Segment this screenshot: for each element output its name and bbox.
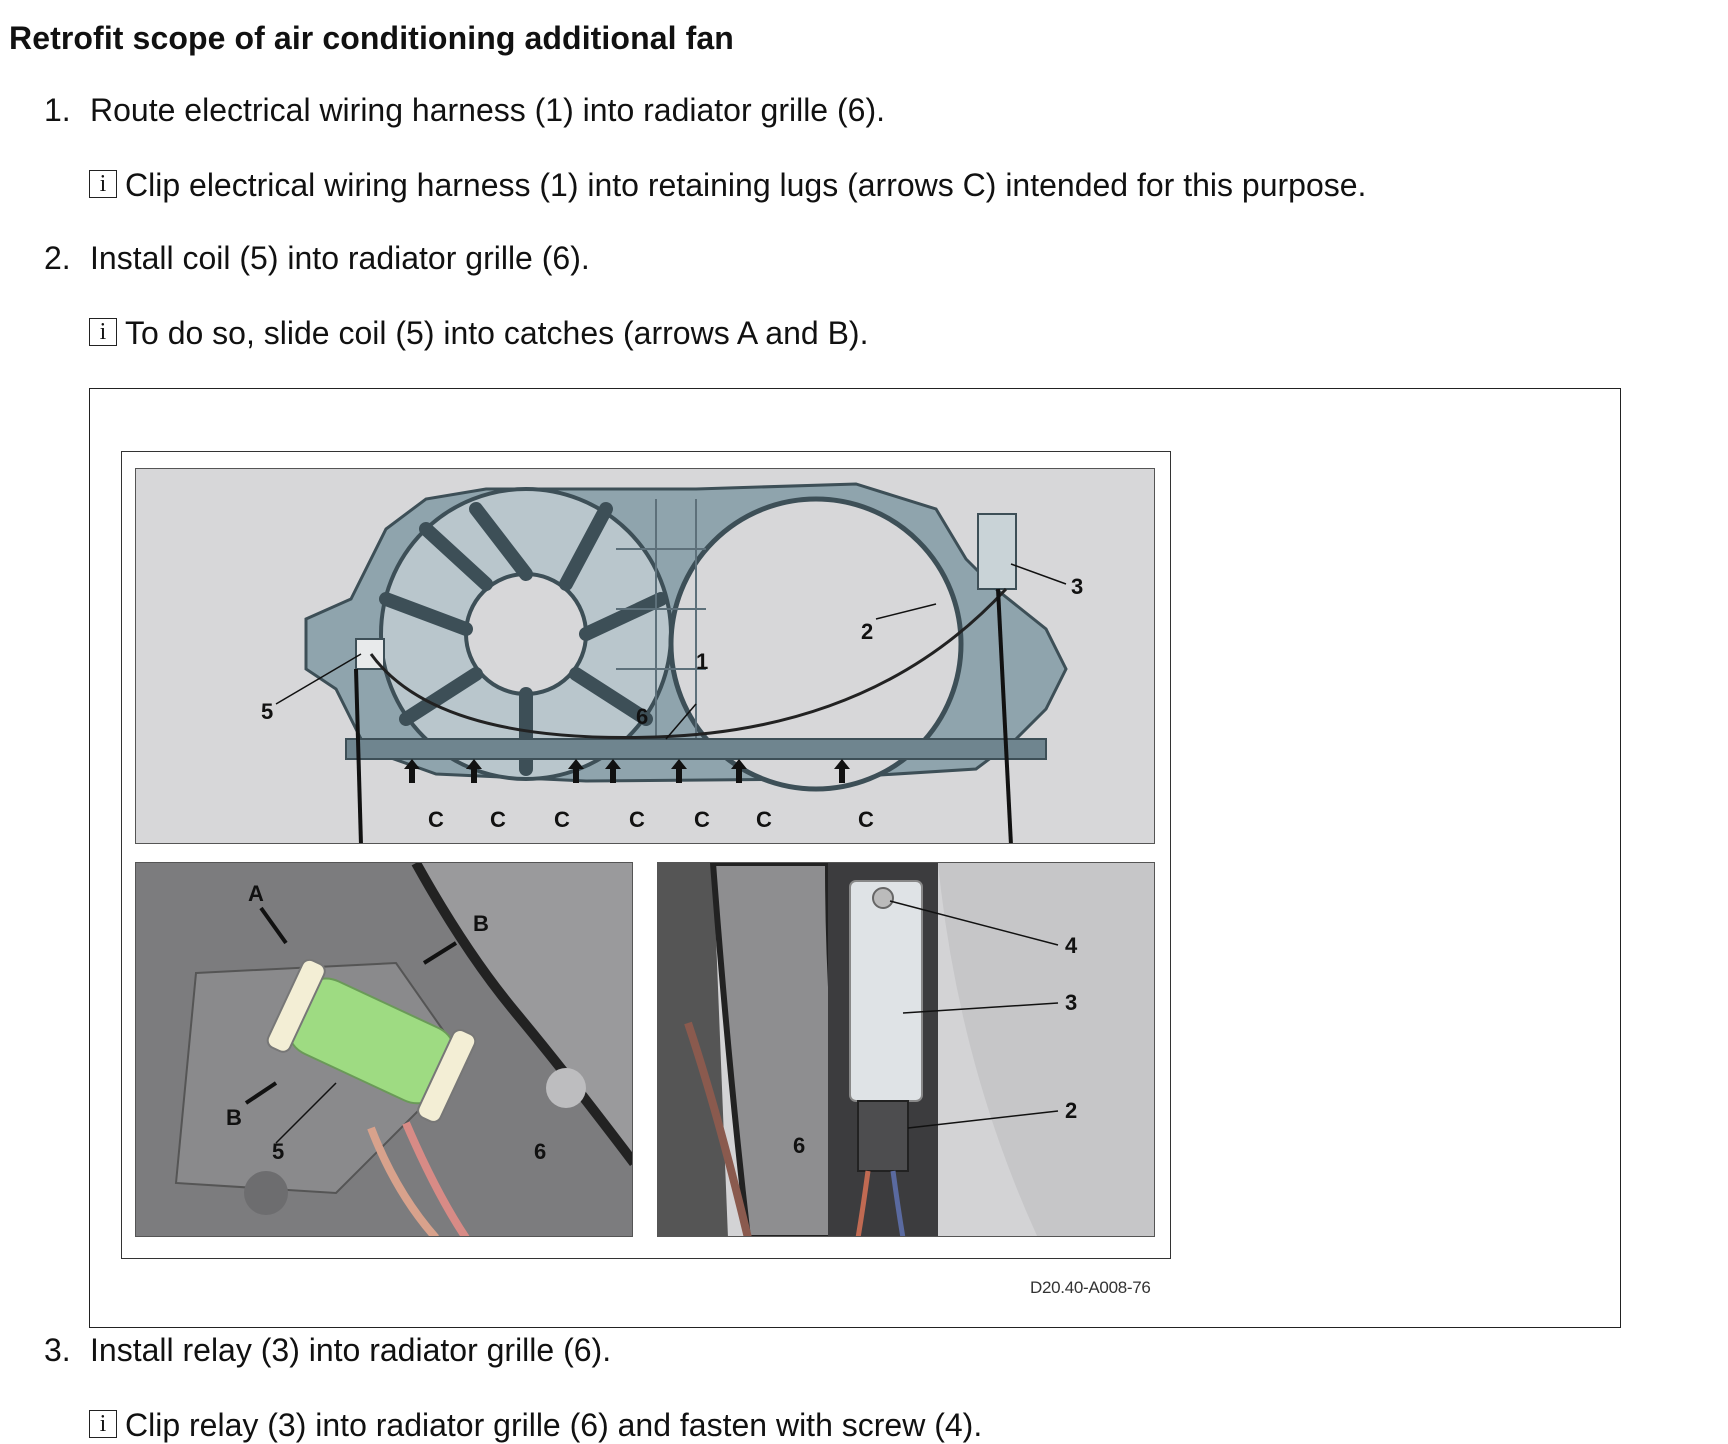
callout-c: C	[858, 807, 874, 832]
relay-detail-illustration	[658, 863, 1155, 1237]
step-number: 1.	[44, 92, 71, 128]
note-text: Clip relay (3) into radiator grille (6) and fasten with screw (4).	[125, 1407, 983, 1443]
step-3	[44, 1332, 611, 1369]
step-1-note	[89, 167, 1366, 204]
callout-5: 5	[261, 699, 274, 724]
info-icon: i	[89, 318, 117, 346]
callout-1: 1	[696, 649, 709, 674]
step-text: Install coil (5) into radiator grille (6).	[90, 240, 590, 276]
step-2	[44, 240, 590, 277]
coil-detail-panel	[135, 862, 633, 1237]
callout-c: C	[756, 807, 772, 832]
callout-3: 3	[1065, 990, 1078, 1015]
callout-3: 3	[1071, 574, 1084, 599]
info-icon: i	[89, 170, 117, 198]
step-number: 3.	[44, 1332, 71, 1368]
page-title: Retrofit scope of air conditioning additional fan	[9, 20, 734, 56]
callout-2: 2	[1065, 1098, 1078, 1123]
overview-panel	[135, 468, 1155, 844]
coil-detail-illustration	[136, 863, 633, 1237]
callout-4: 4	[1065, 933, 1078, 958]
callout-2: 2	[861, 619, 874, 644]
step-1	[44, 92, 885, 129]
step-text: Route electrical wiring harness (1) into radiator grille (6).	[90, 92, 885, 128]
callout-c: C	[428, 807, 444, 832]
callout-b: B	[473, 911, 489, 936]
info-icon: i	[89, 1410, 117, 1438]
step-text: Install relay (3) into radiator grille (6).	[90, 1332, 612, 1368]
callout-c: C	[490, 807, 506, 832]
callout-c: C	[694, 807, 710, 832]
note-text: Clip electrical wiring harness (1) into retaining lugs (arrows C) intended for this purpose.	[125, 167, 1367, 203]
callout-6: 6	[793, 1133, 806, 1158]
relay-detail-panel	[657, 862, 1155, 1237]
callout-5: 5	[272, 1139, 285, 1164]
step-3-note	[89, 1407, 982, 1444]
callout-c: C	[629, 807, 645, 832]
callout-a: A	[248, 881, 264, 906]
callout-6: 6	[636, 704, 649, 729]
callout-c: C	[554, 807, 570, 832]
note-text: To do so, slide coil (5) into catches (arrows A and B).	[125, 315, 869, 351]
step-2-note	[89, 315, 868, 352]
callout-6: 6	[534, 1139, 547, 1164]
callout-b: B	[226, 1105, 242, 1130]
radiator-grille-illustration	[136, 469, 1155, 844]
step-number: 2.	[44, 240, 71, 276]
figure-code: D20.40-A008-76	[1030, 1278, 1151, 1297]
